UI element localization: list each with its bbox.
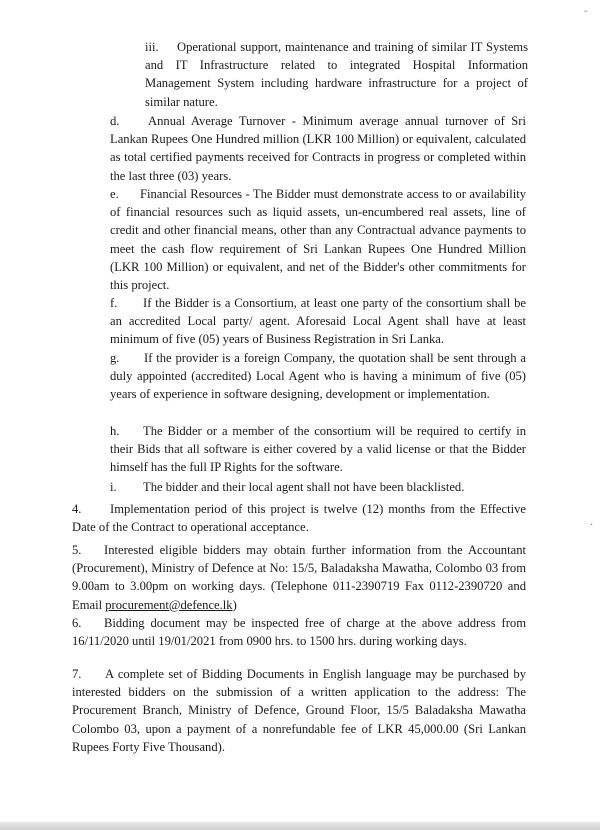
paragraph-text: Implementation period of this project is twelve (12) months from the Effective Date of the Contract to operational acceptance. (72, 502, 526, 535)
paragraph-6 (72, 614, 526, 650)
margin-mark-top-right: - (584, 6, 588, 17)
paragraph-iii (145, 38, 528, 111)
paragraph-text: Financial Resources - The Bidder must demonstrate access to or availability of financial resources such as liquid assets, un-encumbered real assets, line of credit and other financial means, other than any Contractual advance payments to meet the cash flow requirement of Sri Lankan Rupees One Hundred Million (LKR 100 Million) or equivalent, and net of the Bidder's other commitments for this project. (110, 187, 526, 293)
paragraph-marker: 4. (72, 502, 82, 516)
paragraph-text: The bidder and their local agent shall not have been blacklisted. (143, 480, 465, 494)
page-bottom-edge (0, 822, 600, 830)
paragraph-marker: g. (110, 351, 120, 365)
paragraph-marker: i. (110, 480, 117, 494)
paragraph-f (110, 294, 526, 349)
paragraph-i (110, 478, 526, 496)
paragraph-text-tail: ) (232, 597, 237, 612)
paragraph-text: Annual Average Turnover - Minimum average annual turnover of Sri Lankan Rupees One Hundred million (LKR 100 Million) or equivalent, calculated as total certified payments received for Contracts in progress or completed within the last three (03) years. (110, 114, 526, 183)
paragraph-marker: h. (110, 424, 120, 438)
paragraph-marker: e. (110, 187, 119, 201)
paragraph-e (110, 185, 526, 294)
paragraph-4 (72, 500, 526, 536)
paragraph-d (110, 112, 526, 185)
paragraph-text: Bidding document may be inspected free of charge at the above address from 16/11/2020 until 19/01/2021 from 0900 hrs. to 1500 hrs. during working days. (72, 616, 526, 649)
paragraph-h (110, 422, 526, 477)
paragraph-marker: 7. (72, 667, 82, 681)
paragraph-text: A complete set of Bidding Documents in English language may be purchased by interested bidders on the submission of a written application to the address: The Procurement Branch, Ministry of Defence, Ground Floor, 15/5 Baladaksha Mawatha Colombo 03, upon a payment of a nonrefundable fee of LKR 45,000.00 (Sri Lankan Rupees Forty Five Thousand). (72, 667, 526, 754)
paragraph-marker: iii. (145, 40, 159, 54)
paragraph-text: Interested eligible bidders may obtain further information from the Accountant (Procurement), Ministry of Defence at No: 15/5, Baladaksha Mawatha, Colombo 03 from 9.00am to 3.00pm on working days. (Telephone 011-2390719 Fax 0112-2390720 and Email (72, 543, 526, 612)
paragraph-g (110, 349, 526, 404)
paragraph-text: If the Bidder is a Consortium, at least one party of the consortium shall be an accredited Local party/ agent. Aforesaid Local Agent shall have at least minimum of five (05) years of Business Registration in Sri Lanka. (110, 296, 526, 347)
paragraph-marker: 6. (72, 616, 82, 630)
margin-mark-right-middle: · (590, 520, 594, 531)
paragraph-5 (72, 541, 526, 614)
paragraph-text: The Bidder or a member of the consortium will be required to certify in their Bids that all software is either covered by a valid license or that the Bidder himself has the full IP Rights for the software. (110, 424, 526, 475)
email-link[interactable]: procurement@defence.lk (105, 597, 233, 612)
paragraph-7 (72, 665, 526, 756)
paragraph-marker: f. (110, 296, 118, 310)
paragraph-text: If the provider is a foreign Company, the quotation shall be sent through a duly appointed (accredited) Local Agent who is having a minimum of five (05) years of experience in software designing, development or implementation. (110, 351, 526, 402)
paragraph-text: Operational support, maintenance and training of similar IT Systems and IT Infrastructure related to integrated Hospital Information Management System including hardware infrastructure for a project of similar nature. (145, 40, 528, 109)
paragraph-marker: d. (110, 114, 120, 128)
paragraph-marker: 5. (72, 543, 82, 557)
